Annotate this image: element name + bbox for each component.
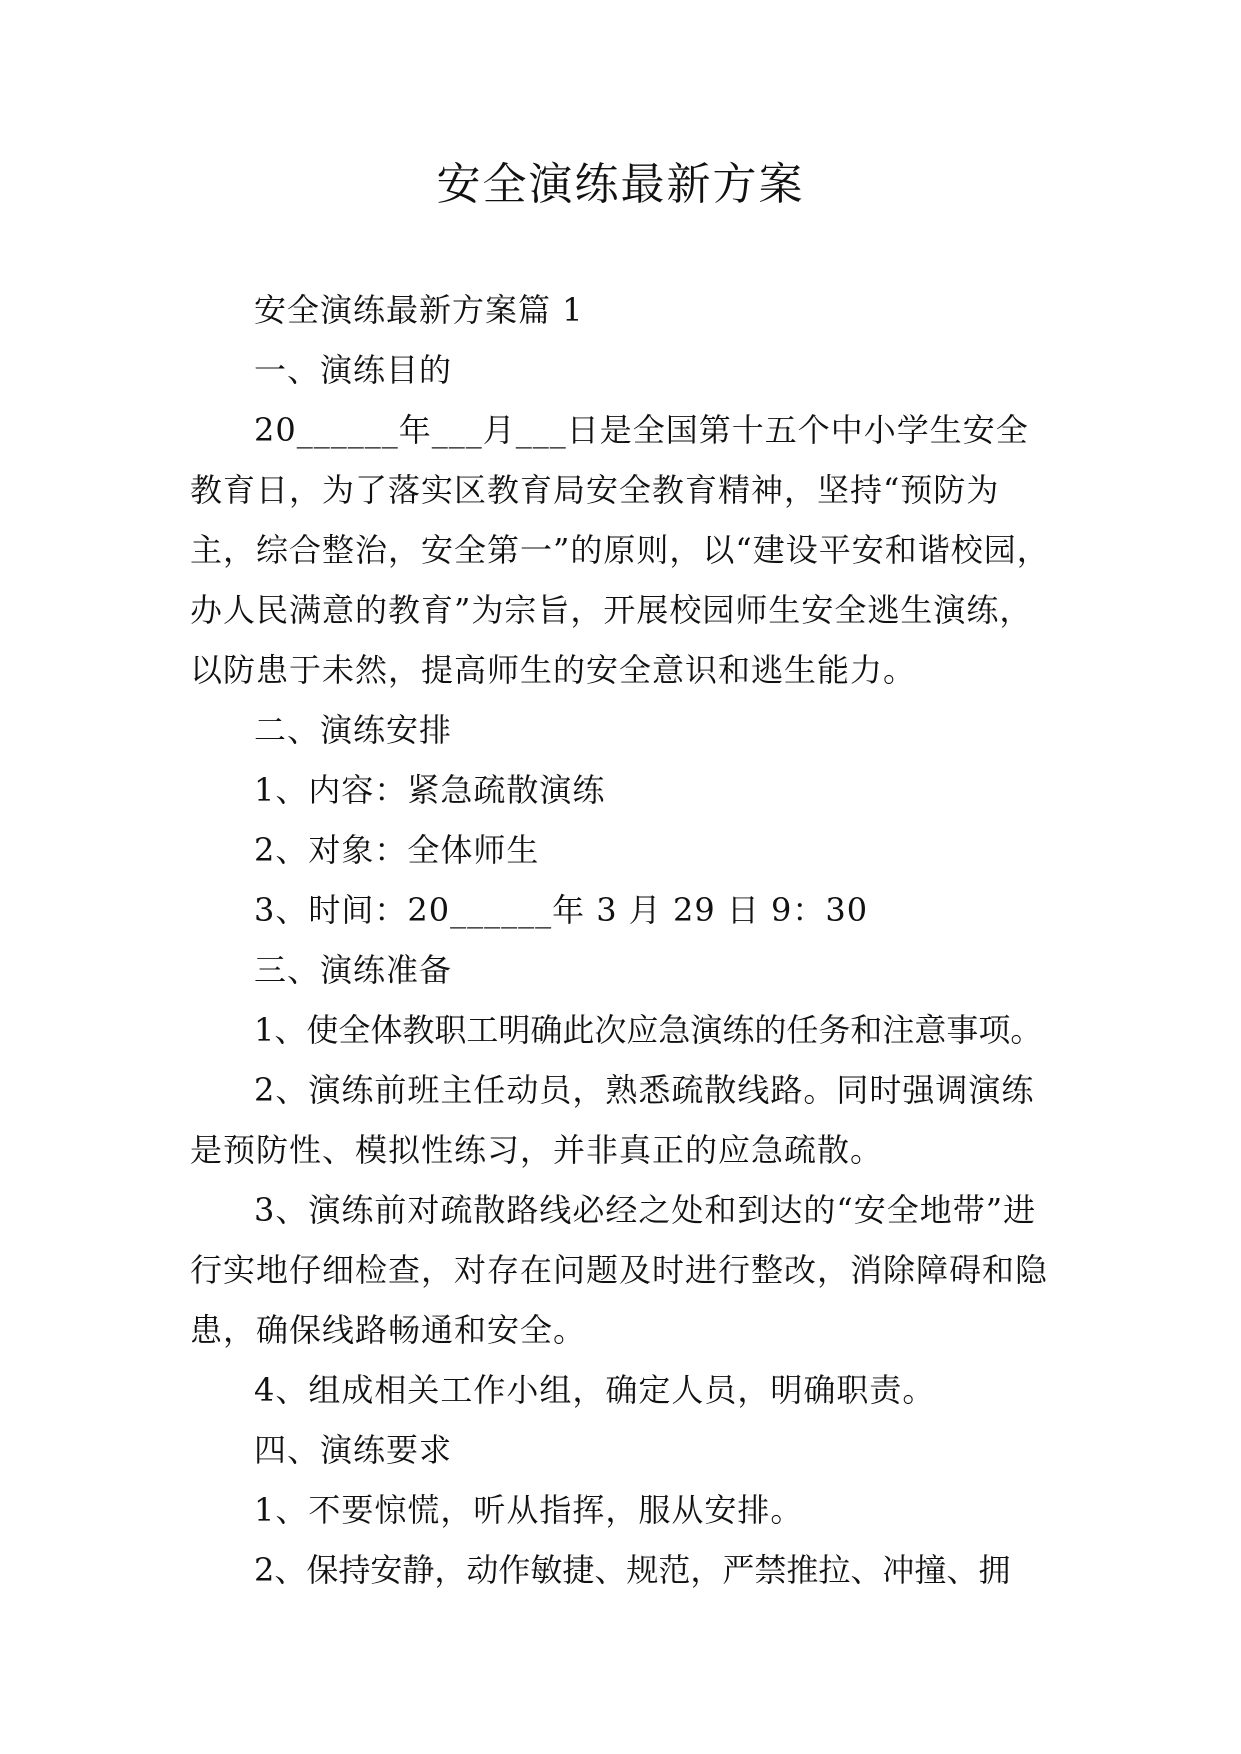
section-heading: 二、演练安排 — [254, 711, 453, 749]
list-item: 2、对象：全体师生 — [254, 831, 540, 869]
section-heading: 四、演练要求 — [254, 1431, 453, 1469]
list-item: 2、保持安静，动作敏捷、规范，严禁推拉、冲撞、拥 — [254, 1551, 1011, 1589]
section-heading: 三、演练准备 — [254, 951, 453, 989]
paragraph: 20______年___月___日是全国第十五个中小学生安全教育日，为了落实区教育局安全教育精神，坚持“预防为主，综合整治，安全第一”的原则，以“建设平安和谐校园，办人民满意的教育”为宗旨，开展校园师生安全逃生演练，以防患于未然，提高师生的安全意识和逃生能力。 — [190, 411, 1050, 689]
list-item: 1、使全体教职工明确此次应急演练的任务和注意事项。 — [254, 1011, 1043, 1049]
section-heading: 一、演练目的 — [254, 351, 453, 389]
list-item: 3、时间：20______年 3 月 29 日 9：30 — [254, 891, 869, 929]
section-heading: 安全演练最新方案篇 1 — [254, 291, 584, 329]
document-body — [190, 280, 1060, 1600]
list-item: 1、内容：紧急疏散演练 — [254, 771, 606, 809]
list-item: 2、演练前班主任动员，熟悉疏散线路。同时强调演练是预防性、模拟性练习，并非真正的应急疏散。 — [190, 1071, 1035, 1169]
document-title: 安全演练最新方案 — [436, 159, 805, 210]
list-item: 1、不要惊慌，听从指挥，服从安排。 — [254, 1491, 804, 1529]
list-item: 3、演练前对疏散路线必经之处和到达的“安全地带”进行实地仔细检查，对存在问题及时进行整改，消除障碍和隐患，确保线路畅通和安全。 — [190, 1191, 1049, 1349]
list-item: 4、组成相关工作小组，确定人员，明确职责。 — [254, 1371, 936, 1409]
